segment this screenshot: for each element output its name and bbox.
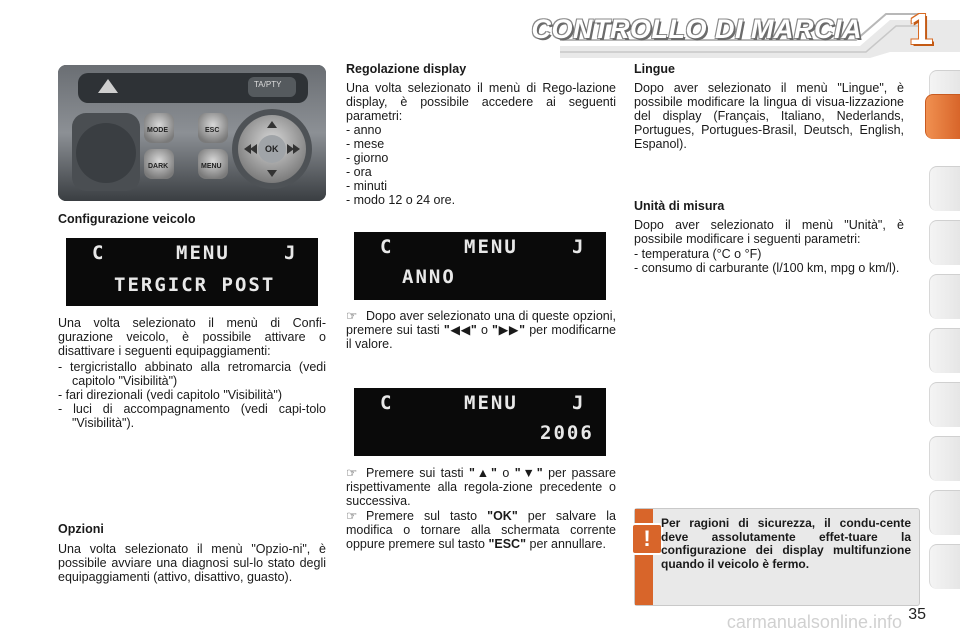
chapter-tabs — [928, 70, 960, 575]
list-item: - anno — [346, 123, 382, 137]
control-panel-illustration — [58, 65, 326, 201]
bullet-prev-next: ☞ Premere sui tasti "▲" o "▼" per passare rispettivamente alla regola-zione precedente o successiva. — [346, 466, 616, 508]
chapter-tab-active[interactable] — [925, 94, 960, 139]
section-heading-display: Regolazione display — [346, 62, 467, 76]
list-item: - tergicristallo abbinato alla retromarcia (vedi capitolo "Visibilità") — [58, 360, 326, 388]
pointer-icon: ☞ — [346, 466, 358, 480]
button-label-dark: DARK — [148, 163, 169, 170]
list-item: - fari direzionali (vedi capitolo "Visibilità") — [58, 388, 283, 402]
chapter-tab[interactable] — [929, 436, 960, 481]
lcd-c-label: C — [380, 392, 394, 414]
button-label-ok: OK — [265, 144, 279, 154]
list-item: - luci di accompagnamento (vedi capi-tolo "Visibilità"). — [58, 402, 326, 430]
lcd-menu-label: MENU — [176, 242, 230, 264]
list-item: - consumo di carburante (l/100 km, mpg o km/l). — [634, 261, 900, 275]
page-title: CONTROLLO DI MARCIA — [531, 14, 862, 44]
chapter-tab[interactable] — [929, 220, 960, 265]
list-item: - giorno — [346, 151, 389, 165]
list-item: - temperatura (°C o °F) — [634, 247, 762, 261]
lingue-paragraph: Dopo aver selezionato il menù "Lingue", è possibile modificare la lingua di visua-lizzazione del display (Français, Italiano, Nederlands, Portugues, Portugues-Brasil, Deutsch, English, Espanol). — [634, 81, 904, 151]
lcd-menu-label: MENU — [464, 392, 518, 414]
section-heading-unita: Unità di misura — [634, 199, 725, 213]
list-item: - minuti — [346, 179, 387, 193]
config-list — [58, 360, 326, 430]
chapter-tab[interactable] — [929, 382, 960, 427]
button-label-ta-pty: TA/PTY — [254, 80, 282, 89]
list-item: - mese — [346, 137, 385, 151]
lcd-display-anno — [354, 232, 606, 300]
chapter-tab[interactable] — [929, 490, 960, 535]
lcd-c-label: C — [92, 242, 106, 264]
list-item: - modo 12 o 24 ore. — [346, 193, 456, 207]
control-panel-photo — [58, 65, 326, 201]
watermark: carmanualsonline.info — [726, 612, 902, 632]
key-rewind: "◀◀" — [443, 323, 477, 337]
lcd-bracket-label: J — [572, 392, 586, 414]
pointer-icon: ☞ — [346, 509, 358, 523]
lcd-c-label: C — [380, 236, 394, 258]
chapter-tab[interactable] — [929, 274, 960, 319]
unita-list — [634, 247, 904, 275]
chapter-tab[interactable] — [929, 166, 960, 211]
lcd-display-year — [354, 388, 606, 456]
section-heading-options: Opzioni — [58, 522, 104, 536]
display-list — [346, 123, 616, 207]
bullet-adjust-value: ☞ Dopo aver selezionato una di queste opzioni, premere sui tasti "◀◀" o "▶▶" per modificarne il valore. — [346, 309, 616, 351]
lcd-menu-label: MENU — [464, 236, 518, 258]
lcd-text: TERGICR POST — [114, 274, 276, 296]
key-up: "▲" — [468, 466, 497, 480]
lcd-text: ANNO — [402, 266, 456, 288]
chapter-tab[interactable] — [929, 544, 960, 589]
key-ok: "OK" — [487, 509, 518, 523]
pointer-icon: ☞ — [346, 309, 358, 323]
section-heading-config: Configurazione veicolo — [58, 212, 196, 226]
exclamation-icon: ! — [631, 523, 663, 555]
key-esc: "ESC" — [488, 537, 527, 551]
unita-paragraph: Dopo aver selezionato il menù "Unità", è possibile modificare i seguenti parametri: — [634, 218, 904, 246]
warning-text: Per ragioni di sicurezza, il condu-cente deve assolutamente effet-tuare la configurazione dei display multifunzione quando il veicolo è fermo. — [661, 516, 911, 571]
page-number: 35 — [908, 606, 926, 623]
key-forward: "▶▶" — [492, 323, 526, 337]
button-label-mode: MODE — [147, 127, 168, 134]
section-heading-lingue: Lingue — [634, 62, 675, 76]
lcd-text: 2006 — [540, 422, 594, 444]
bullet-save-cancel: ☞ Premere sul tasto "OK" per salvare la modifica o tornare alla schermata corrente oppure premere sul tasto "ESC" per annullare. — [346, 509, 616, 551]
safety-warning-box — [634, 508, 920, 606]
lcd-bracket-label: J — [572, 236, 586, 258]
lcd-display-config — [66, 238, 318, 306]
config-paragraph: Una volta selezionato il menù di Confi-gurazione veicolo, è possibile attivare o disattivare i seguenti equipaggiamenti: — [58, 316, 326, 358]
lcd-bracket-label: J — [284, 242, 298, 264]
display-paragraph: Una volta selezionato il menù di Rego-lazione display, è possibile accedere ai seguenti parametri: — [346, 81, 616, 123]
button-label-esc: ESC — [205, 127, 220, 134]
chapter-number: 1 — [908, 5, 934, 54]
chapter-tab[interactable] — [929, 328, 960, 373]
list-item: - ora — [346, 165, 372, 179]
options-paragraph: Una volta selezionato il menù "Opzio-ni", è possibile avviare una diagnosi sul-lo stato degli equipaggiamenti (attivo, disattivo, guasto). — [58, 542, 326, 584]
key-down: "▼" — [514, 466, 543, 480]
button-label-menu: MENU — [201, 163, 222, 170]
